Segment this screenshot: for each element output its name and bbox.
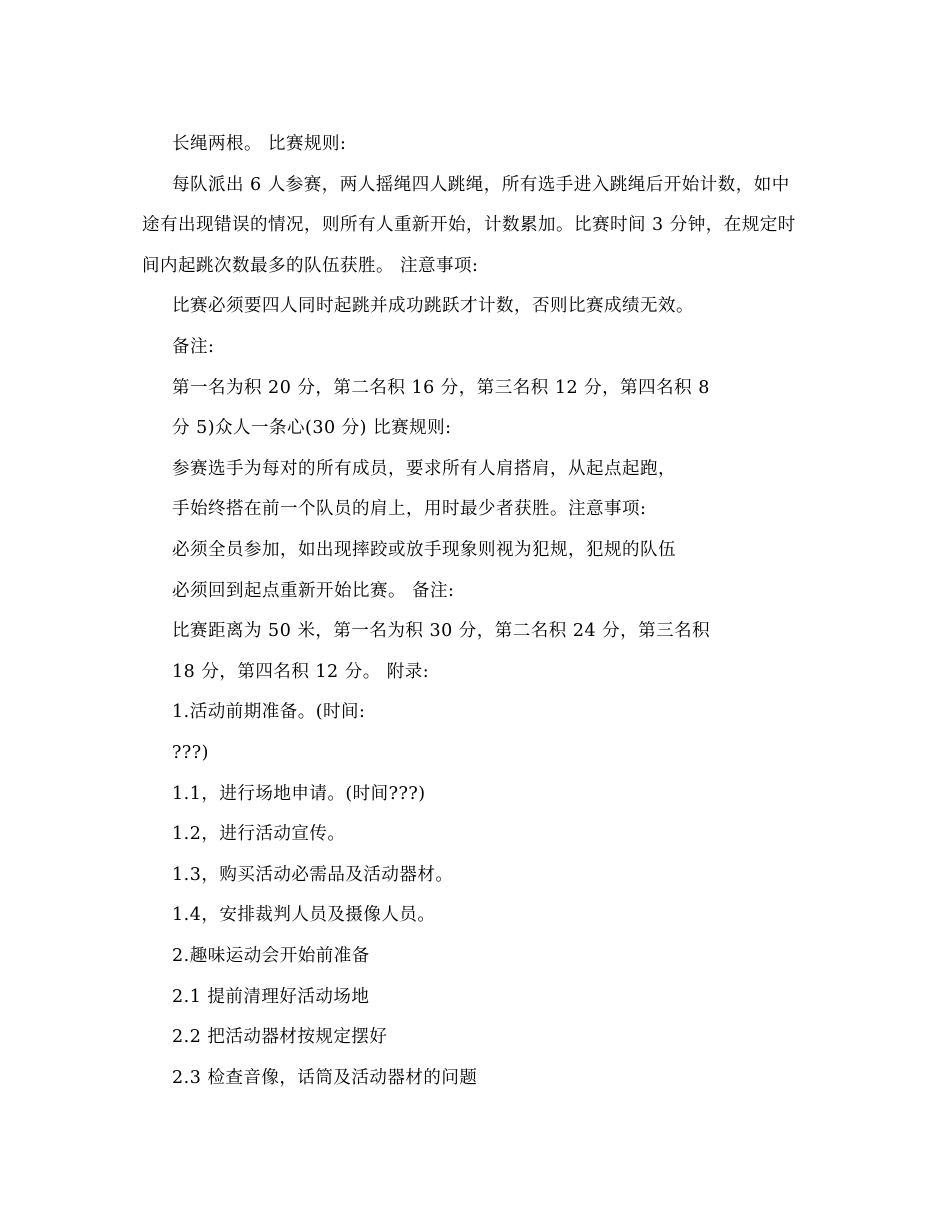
text-line-16: ???) [172,743,209,763]
text-line-6: 备注: [172,337,215,357]
text-line-22: 2.1 提前清理好活动场地 [172,987,370,1007]
text-line-23: 2.2 把活动器材按规定摆好 [172,1027,388,1047]
text-line-11: 必须全员参加，如出现摔跤或放手现象则视为犯规，犯规的队伍 [172,540,676,560]
text-line-1: 长绳两根。 比赛规则: [172,134,347,154]
text-line-14: 18 分，第四名积 12 分。 附录: [172,662,430,682]
text-line-24: 2.3 检查音像，话筒及活动器材的问题 [172,1068,478,1088]
text-line-18: 1.2，进行活动宣传。 [172,824,346,844]
text-line-2: 每队派出 6 人参赛，两人摇绳四人跳绳，所有选手进入跳绳后开始计数，如中 [172,175,790,195]
text-line-12: 必须回到起点重新开始比赛。 备注: [172,581,455,601]
text-line-10: 手始终搭在前一个队员的肩上，用时最少者获胜。注意事项: [172,499,647,519]
text-line-19: 1.3，购买活动必需品及活动器材。 [172,865,454,885]
text-line-15: 1.活动前期准备。(时间: [172,702,366,722]
text-line-13: 比赛距离为 50 米，第一名为积 30 分，第二名积 24 分，第三名积 [172,621,711,641]
text-line-3: 途有出现错误的情况，则所有人重新开始，计数累加。比赛时间 3 分钟，在规定时 [142,215,796,235]
text-line-4: 间内起跳次数最多的队伍获胜。 注意事项: [142,256,479,276]
text-line-20: 1.4，安排裁判人员及摄像人员。 [172,905,436,925]
text-line-9: 参赛选手为每对的所有成员，要求所有人肩搭肩，从起点起跑， [172,459,676,479]
text-line-8: 分 5)众人一条心(30 分) 比赛规则: [172,418,452,438]
text-line-17: 1.1，进行场地申请。(时间???) [172,784,426,804]
text-line-7: 第一名为积 20 分，第二名积 16 分，第三名积 12 分，第四名积 8 [172,378,710,398]
text-line-21: 2.趣味运动会开始前准备 [172,946,370,966]
text-line-5: 比赛必须要四人同时起跳并成功跳跃才计数，否则比赛成绩无效。 [172,296,694,316]
